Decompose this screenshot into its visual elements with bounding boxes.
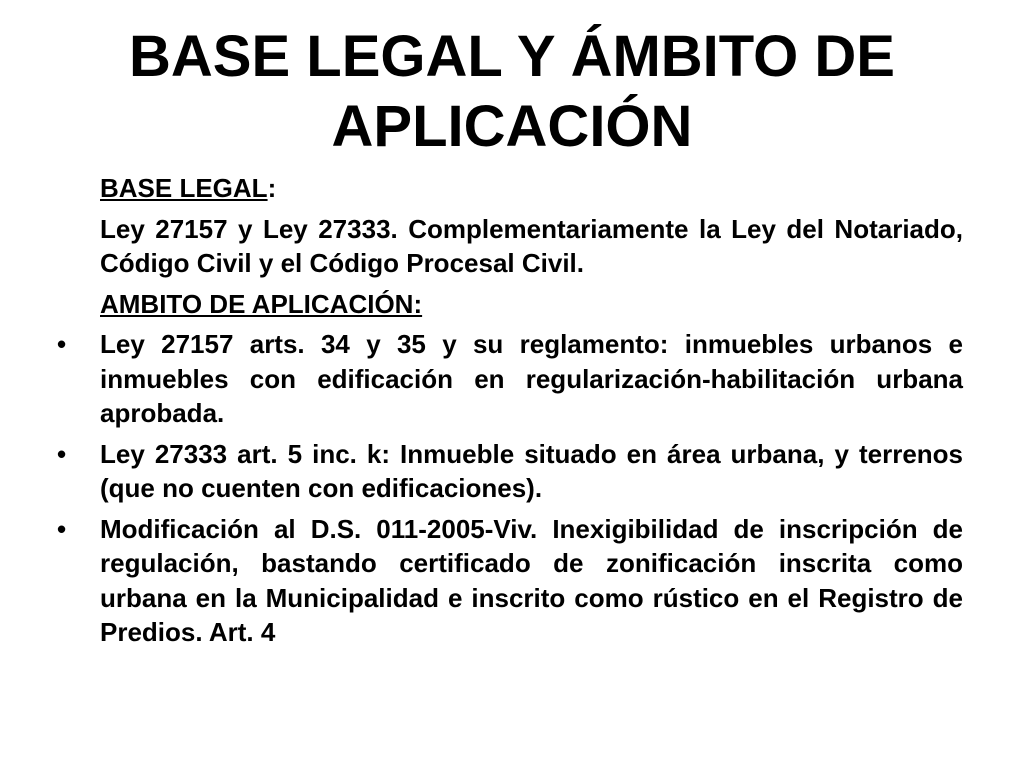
bullet-text: Ley 27333 art. 5 inc. k: Inmueble situado en área urbana, y terrenos (que no cuenten con edificaciones). (100, 438, 963, 503)
bullet-text: Modificación al D.S. 011-2005-Viv. Inexigibilidad de inscripción de regulación, bastando certificado de zonificación inscrita como urbana en la Municipalidad e inscrito como rústico en el Registro de Predios. Art. 4 (100, 513, 963, 647)
bullet-text: Ley 27157 arts. 34 y 35 y su reglamento: inmuebles urbanos e inmuebles con edificación en regularización-habilitación urbana aprobada. (100, 329, 963, 428)
bullet-item (57, 512, 963, 650)
ambito-heading (57, 287, 963, 322)
base-legal-heading (57, 171, 963, 206)
bullet-icon: • (57, 513, 67, 544)
ambito-heading-label: AMBITO DE APLICACIÓN: (100, 288, 423, 319)
slide-body (57, 171, 963, 656)
bullet-item (57, 437, 963, 506)
bullet-item (57, 327, 963, 431)
base-legal-heading-colon: : (267, 173, 277, 203)
ambito-bullet-list (57, 327, 963, 650)
bullet-icon: • (57, 438, 67, 469)
base-legal-text: Ley 27157 y Ley 27333. Complementariamente la Ley del Notariado, Código Civil y el Código Procesal Civil. (100, 213, 963, 278)
slide-title: BASE LEGAL Y ÁMBITO DE APLICACIÓN (129, 24, 895, 159)
bullet-icon: • (57, 329, 67, 359)
base-legal-heading-label: BASE LEGAL (100, 173, 268, 203)
